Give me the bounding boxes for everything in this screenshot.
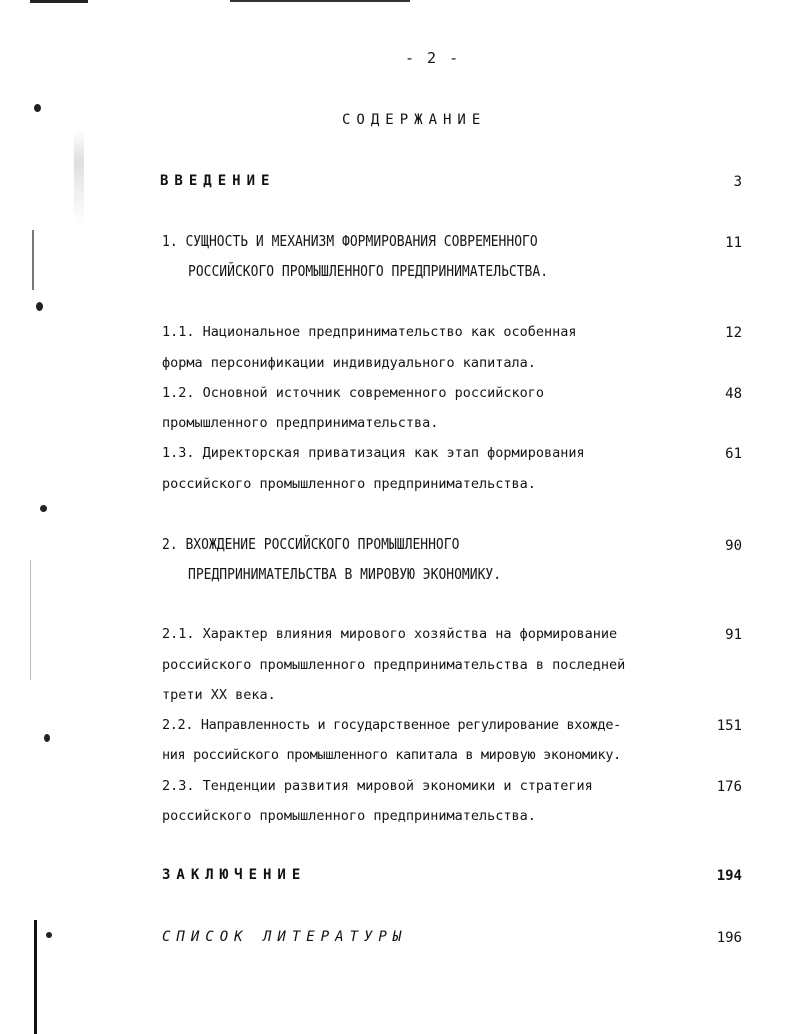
punch-hole-mark [34,104,41,112]
toc-conclusion-page: 194 [716,868,742,884]
page-number: - 2 - [405,49,461,67]
toc-s12-line2: промышленного предпринимательства. [162,415,439,431]
toc-s13-line1: 1.3. Директорская приватизация как этап формирования [162,445,585,461]
punch-hole-mark [44,734,50,742]
toc-s12-page: 48 [725,386,742,402]
toc-intro-page: 3 [733,174,742,190]
contents-heading: СОДЕРЖАНИЕ [342,112,487,128]
toc-s11-line1: 1.1. Национальное предпринимательство как особенная [162,324,577,340]
toc-s13-line2: российского промышленного предпринимательства. [162,476,536,492]
toc-s11-page: 12 [725,325,742,341]
toc-s22-line2: ния российского промышленного капитала в мировую экономику. [162,747,621,763]
binding-line [32,230,34,290]
toc-s21-page: 91 [725,627,742,643]
toc-s21-line2: российского промышленного предпринимательства в последней [162,657,626,673]
punch-hole-mark [40,505,47,512]
binding-line [34,920,37,1034]
toc-intro-title: ВВЕДЕНИЕ [160,173,276,189]
toc-chapter2-line1: 2. ВХОЖДЕНИЕ РОССИЙСКОГО ПРОМЫШЛЕННОГО [162,536,460,554]
toc-s22-page: 151 [716,718,742,734]
toc-s21-line1: 2.1. Характер влияния мирового хозяйства на формирование [162,626,618,642]
toc-s13-page: 61 [725,446,742,462]
punch-hole-mark [36,302,43,311]
toc-references-page: 196 [716,930,742,946]
scan-top-bar-left [30,0,88,3]
toc-s23-line1: 2.3. Тенденции развития мировой экономики и стратегия [162,778,593,794]
toc-chapter2-line2: ПРЕДПРИНИМАТЕЛЬСТВА В МИРОВУЮ ЭКОНОМИКУ. [188,566,502,584]
toc-s21-line3: трети XX века. [162,687,276,703]
toc-chapter2-page: 90 [725,538,742,554]
toc-s23-page: 176 [716,779,742,795]
punch-hole-mark [46,932,52,938]
toc-chapter1-line2: РОССИЙСКОГО ПРОМЫШЛЕННОГО ПРЕДПРИНИМАТЕЛЬСТВА. [188,263,549,281]
toc-s12-line1: 1.2. Основной источник современного российского [162,385,545,401]
binding-line [30,560,31,680]
binding-shadow [74,130,84,225]
toc-references-title: СПИСОК ЛИТЕРАТУРЫ [162,929,408,945]
toc-conclusion-title: ЗАКЛЮЧЕНИЕ [162,867,307,883]
toc-chapter1-line1: 1. СУЩНОСТЬ И МЕХАНИЗМ ФОРМИРОВАНИЯ СОВРЕМЕННОГО [162,233,538,251]
toc-s23-line2: российского промышленного предпринимательства. [162,808,536,824]
scan-top-bar-right [230,0,410,2]
toc-s11-line2: форма персонификации индивидуального капитала. [162,355,536,371]
toc-s22-line1: 2.2. Направленность и государственное регулирование вхожде- [162,717,621,733]
toc-chapter1-page: 11 [725,235,742,251]
